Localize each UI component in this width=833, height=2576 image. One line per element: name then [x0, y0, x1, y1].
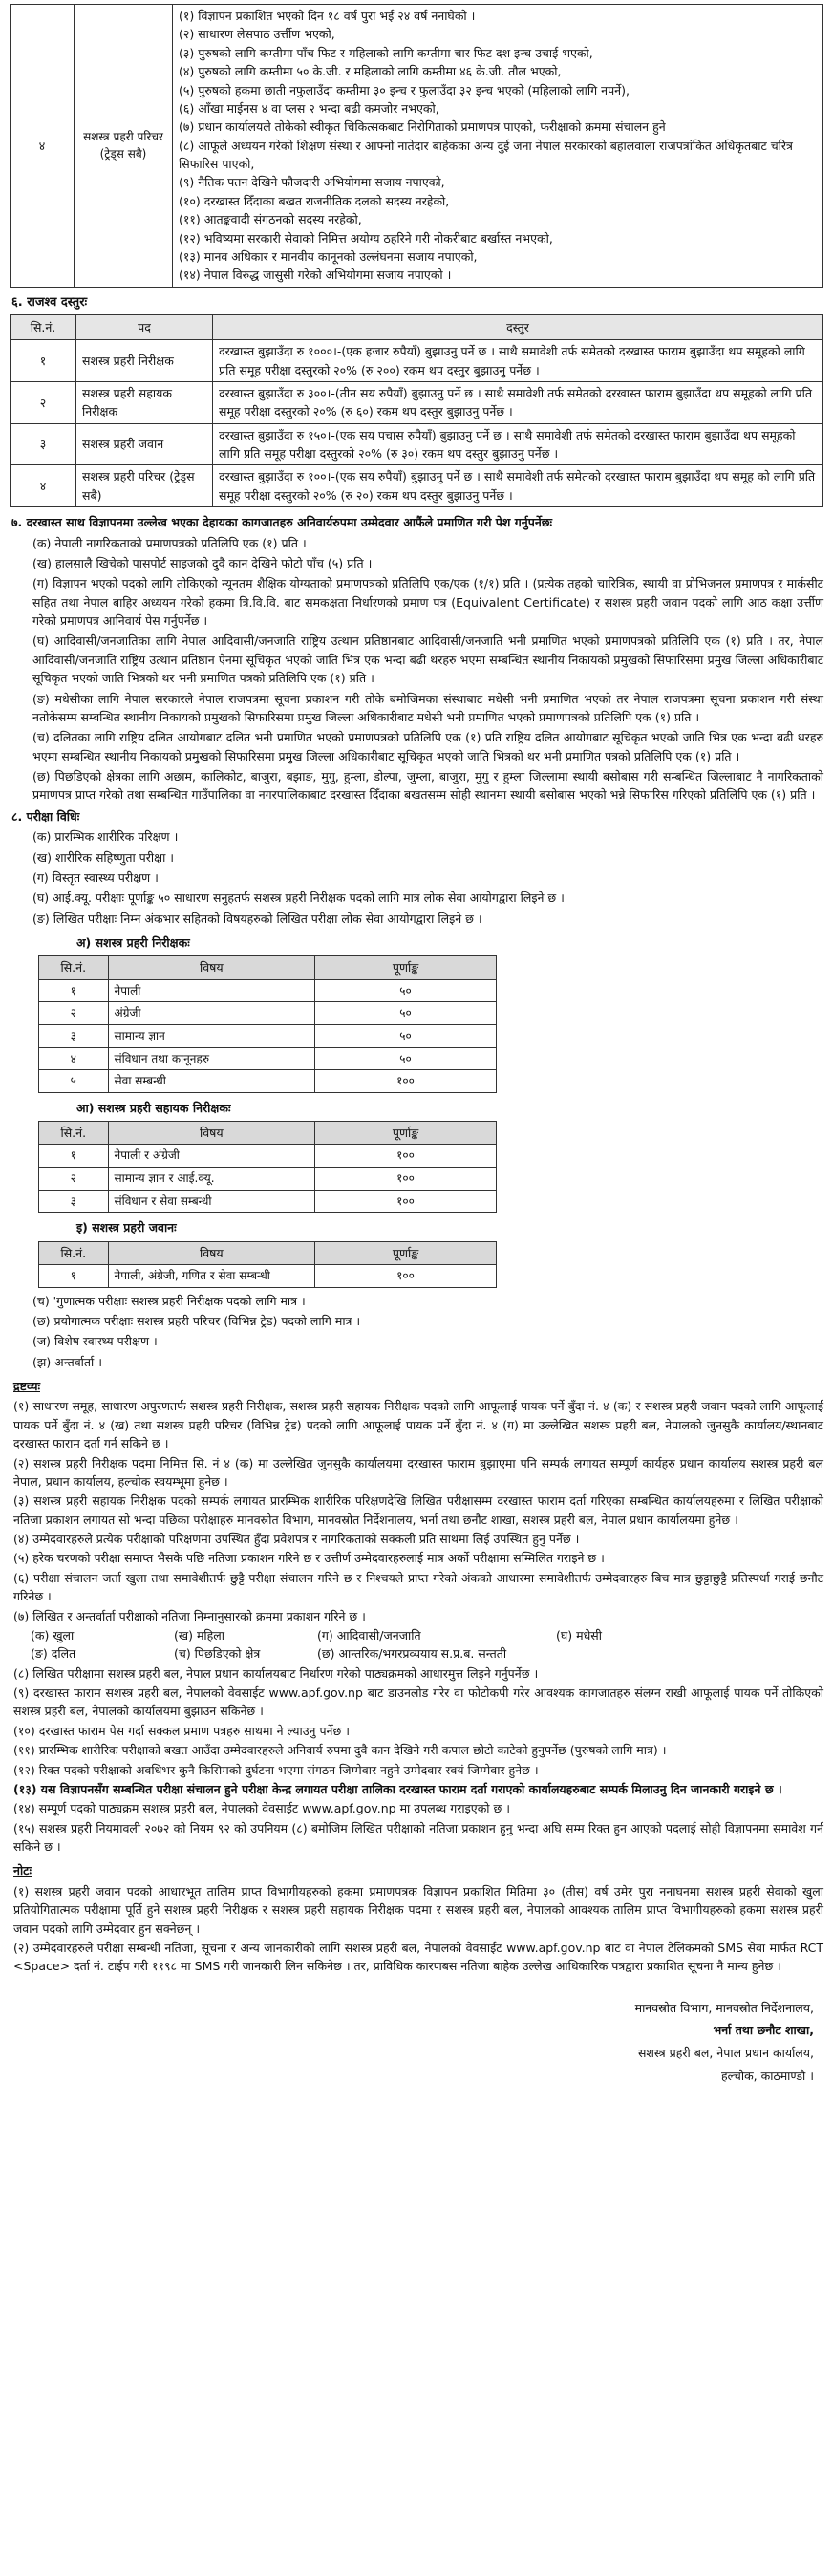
marks-col-header: विषय	[108, 1122, 315, 1145]
fee-sn: १	[11, 340, 76, 382]
exam-item: (च) 'गुणात्मक परीक्षाः सशस्त्र प्रहरी निरीक्षक पदको लागि मात्र ।	[32, 1293, 306, 1308]
exam-method-extra	[11, 1292, 823, 1372]
note-item: (८) लिखित परीक्षामा सशस्त्र प्रहरी बल, नेपाल प्रधान कार्यालयबाट निर्धारण गरेको पाठ्यक्रमको आधारमुत्त लिइने गर्नुपर्नेछ ।	[13, 1665, 539, 1681]
marks-subject: सामान्य ज्ञान	[108, 1024, 315, 1047]
marks-sn: ३	[39, 1024, 109, 1047]
category-item: (घ) मधेसी	[556, 1627, 602, 1642]
marks-subject: नेपाली, अंग्रेजी, गणित र सेवा सम्बन्धी	[108, 1265, 315, 1288]
table-row	[11, 5, 823, 288]
marks-sn: १	[39, 979, 109, 1002]
note-item: (६) परीक्षा संचालन जर्ता खुला तथा समावेशीतर्फ छुट्टै परीक्षा संचालन गरिने छ र निश्चयले प्राप्त गरेको अंकको आधारमा समावेशीतर्फ उम्मेदवारहरु बिच मात्र छुट्टाछुट्टै प्रतिस्पर्धा गराई छनौट गरिनेछ ।	[13, 1570, 823, 1604]
exam-item: (छ) प्रयोगात्मक परीक्षाः सशस्त्र प्रहरी परिचर (विभिन्न ट्रेड) पदको लागि मात्र ।	[32, 1313, 361, 1328]
marks-table	[38, 1121, 497, 1213]
fee-sn: ४	[11, 465, 76, 507]
eligibility-item: (४) पुरुषको लागि कम्तीमा ५० के.जी. र महिलाको लागि कम्तीमा ४६ के.जी. तौल भएको,	[179, 64, 562, 79]
category-item: (च) पिछडिएको क्षेत्र	[174, 1646, 261, 1662]
marks-col-header: पूर्णाङ्क	[315, 956, 497, 979]
note-item: (१) साधारण समूह, साधारण अपुरणतर्फ सशस्त्र प्रहरी निरीक्षक, सशस्त्र प्रहरी सहायक निरीक्षक पदको लागि आफूलाई पायक पर्ने बुँदा नं. ४ (क) र सशस्त्र प्रहरी जवान पदको लागि आफूलाई पायक पर्ने बुँदा नं. ४ (ख) तथा सशस्त्र प्रहरी परिचर (विभिन्न ट्रेड) पदको लागि आफूलाई पायक पर्ने बुँदा नं. ४ (ग) मा उल्लेखित सशस्त्र प्रहरी बल, नेपालको जुनसुकै कार्यालय/स्थानबाट दरखास्त फाराम दर्ता गर्न सकिने छ ।	[13, 1399, 823, 1451]
marks-col-header: पूर्णाङ्क	[315, 1122, 497, 1145]
document-item: (क) नेपाली नागरिकताको प्रमाणपत्रको प्रतिलिपि एक (१) प्रति ।	[32, 535, 307, 550]
marks-subject: सामान्य ज्ञान र आई.क्यू.	[108, 1168, 315, 1191]
document-page	[10, 0, 823, 2088]
marks-col-header: सि.नं.	[39, 956, 109, 979]
marks-col-header: सि.नं.	[39, 1241, 109, 1264]
table-row	[39, 1145, 497, 1168]
note-heading: नोटः	[13, 1863, 32, 1878]
marks-heading: इ) सशस्त्र प्रहरी जवानः	[76, 1220, 177, 1235]
table-row	[39, 1002, 497, 1025]
documents-heading: ७. दरखास्त साथ विज्ञापनमा उल्लेख भएका देहायका कागजातहरु अनिवार्यरुपमा उम्मेदवार आफैंले प्रमाणित गरी पेश गर्नुपर्नेछः	[11, 515, 553, 530]
eligibility-item: (९) नैतिक पतन देखिने फौजदारी अभियोगमा सजाय नपाएको,	[179, 175, 445, 190]
fee-post: सशस्त्र प्रहरी जवान	[76, 423, 213, 465]
marks-full: १००	[315, 1190, 497, 1213]
note-item: (१२) रिक्त पदको परीक्षाको अवधिभर कुनै किसिमको दुर्घटना भएमा संगठन जिम्मेवार नहुने उम्मेदवार स्वयं जिम्मेवार हुनेछ ।	[13, 1762, 539, 1777]
marks-subject: संविधान तथा कानूनहरु	[108, 1047, 315, 1070]
eligibility-item: (१४) नेपाल विरुद्ध जासुसी गरेको अभियोगमा सजाय नपाएको ।	[179, 268, 452, 283]
note-item: (२) सशस्त्र प्रहरी निरीक्षक पदमा निमित्त सि. नं ४ (क) मा उल्लेखित जुनसुकै कार्यालयमा दरखास्त फाराम बुझाएमा पनि सम्पर्क लगायत सम्पूर्ण कार्यहरु प्रधान कार्यालय सशस्त्र प्रहरी बल नेपाल, प्रधान कार्यालय, हल्चोक स्वयम्भूमा हुनेछ ।	[13, 1455, 823, 1489]
marks-sn: ५	[39, 1070, 109, 1093]
eligibility-item: (१) विज्ञापन प्रकाशित भएको दिन १८ वर्ष पुरा भई २४ वर्ष ननाघेको ।	[179, 9, 476, 23]
note-item: (७) लिखित र अन्तर्वार्ता परीक्षाको नतिजा निम्नानुसारको क्रममा प्रकाशन गरिने छ ।	[13, 1608, 366, 1623]
table-row	[39, 1047, 497, 1070]
exam-item: (ङ) लिखित परीक्षाः निम्न अंकभार सहितको विषयहरुको लिखित परीक्षा लोक सेवा आयोगद्वारा लिइने छ ।	[32, 911, 482, 926]
marks-sn: १	[39, 1145, 109, 1168]
table-row	[39, 1265, 497, 1288]
table-row	[39, 979, 497, 1002]
marks-heading: आ) सशस्त्र प्रहरी सहायक निरीक्षकः	[76, 1100, 231, 1115]
marks-table	[38, 955, 497, 1092]
marks-full: ५०	[315, 1047, 497, 1070]
table-row	[11, 423, 823, 465]
marks-sn: ३	[39, 1190, 109, 1213]
marks-subject: अंग्रेजी	[108, 1002, 315, 1025]
eligibility-item: (१२) भविष्यमा सरकारी सेवाको निमित्त अयोग्य ठहरिने गरी नोकरीबाट बर्खास्त नभएको,	[179, 230, 553, 246]
note-section	[10, 1861, 823, 1975]
eligibility-item: (३) पुरुषको लागि कम्तीमा पाँच फिट र महिलाको लागि कम्तीमा चार फिट दश इन्च उचाई भएको,	[179, 45, 593, 60]
marks-full: १००	[315, 1145, 497, 1168]
eligibility-item: (१०) दरखास्त दिँदाका बखत राजनीतिक दलको सदस्य नरहेको,	[179, 193, 450, 208]
documents-section	[11, 513, 823, 805]
table-row	[39, 1024, 497, 1047]
eligibility-item: (८) आफूले अध्ययन गरेको शिक्षण संस्था र आफ्नो नातेदार बाहेकका अन्य दुई जना नेपाल सरकारको बहालवाला राजपत्रांकित अधिकृतबाट चरित्र सिफारिस पाएको,	[179, 138, 793, 171]
marks-full: ५०	[315, 1002, 497, 1025]
document-item: (छ) पिछडिएको क्षेत्रका लागि अछाम, कालिकोट, बाजुरा, बझाङ, मुगु, हुम्ला, डोल्पा, जुम्ला, बाजुरा, मुगु र हुम्ला जिल्लामा स्थायी बसोबास गरी सम्बन्धित जिल्लाबाट नै नागरिकताको प्रमाणपत्र प्राप्त गरेको तथा सम्बन्धित गाउँपालिका वा नगरपालिकाबाट दरखास्त दिँदाका बखतसम्म सोही स्थानमा स्थायी बसोबास भएको भन्ने सिफारिस गरिएको प्रतिलिपि एक (१) प्रति ।	[32, 769, 823, 803]
marks-col-header: पूर्णाङ्क	[315, 1241, 497, 1264]
note-item: (९) दरखास्त फाराम सशस्त्र प्रहरी बल, नेपालको वेवसाईट www.apf.gov.np बाट डाउनलोड गरेर वा फोटोकपी गरेर आवश्यक कागजातहरु संलग्न राखी आफूलाई पायक पर्ने तोकिएको सशस्त्र प्रहरी बल, नेपालको कार्यालयमा बुझाउन सकिनेछ ।	[13, 1685, 823, 1719]
eligibility-item: (२) साधारण लेसपाठ उर्त्तीण भएको,	[179, 27, 335, 42]
exam-item: (घ) आई.क्यू. परीक्षाः पूर्णाङ्क ५० साधारण सनुहतर्फ सशस्त्र प्रहरी निरीक्षक पदको लागि मात्र लोक सेवा आयोगद्वारा लिइने छ ।	[32, 891, 565, 906]
document-item: (ङ) मधेसीका लागि नेपाल सरकारले नेपाल राजपत्रमा सूचना प्रकाशन गरी तोके बमोजिमका संस्थाबाट मधेसी भनी प्रमाणित भएको तर नेपाल राजपत्रमा सूचना प्रकाशन गरी संस्था नतोकेसम्म सम्बन्धित स्थानीय निकायको प्रमुखको सिफारिसमा प्रमुख जिल्ला अधिकारीबाट मधेसी भनी प्रमाणित भएको प्रमाणपत्रको प्रतिलिपि एक (१) प्रति ।	[32, 691, 823, 724]
fee-col-fee: दस्तुर	[213, 314, 823, 339]
table-row	[11, 465, 823, 507]
marks-subject: नेपाली र अंग्रेजी	[108, 1145, 315, 1168]
marks-sn: २	[39, 1002, 109, 1025]
category-item: (क) खुला	[31, 1627, 75, 1642]
fee-table	[10, 314, 823, 507]
fee-amount: दरखास्त बुझाउँदा रु ३००।-(तीन सय रुपैयाँ) बुझाउनु पर्ने छ । साथै समावेशी तर्फ समेतको दरखास्त फाराम बुझाउँदा थप समूहको लागि प्रति समूह परीक्षा दस्तुरको २०% (रु ६०) रकम थप दस्तुर बुझाउनु पर्नेछ ।	[213, 381, 823, 423]
marks-col-header: सि.नं.	[39, 1122, 109, 1145]
marks-header-row	[39, 1122, 497, 1145]
sign-line-3: सशस्त्र प्रहरी बल, नेपाल प्रधान कार्यालय,	[637, 2046, 814, 2061]
marks-full: १००	[315, 1070, 497, 1093]
category-item: (ङ) दलित	[31, 1646, 76, 1662]
eligibility-item: (७) प्रधान कार्यालयले तोकेको स्वीकृत चिकित्सकबाट निरोगिताको प्रमाणपत्र पाएको, फरीक्षाको क्रममा संचालन हुने	[179, 119, 666, 135]
eligibility-table	[10, 4, 823, 288]
note-item: (१४) सम्पूर्ण पदको पाठ्यक्रम सशस्त्र प्रहरी बल, नेपालको वेवसाईट www.apf.gov.np मा उपलब्ध गराइएको छ ।	[13, 1801, 510, 1816]
table-row	[11, 381, 823, 423]
table-row	[39, 1190, 497, 1213]
fee-sn: २	[11, 381, 76, 423]
fee-post: सशस्त्र प्रहरी परिचर (ट्रेड्स सबै)	[76, 465, 213, 507]
eligibility-item: (११) आतङ्कवादी संगठनको सदस्य नरहेको,	[179, 212, 362, 227]
marks-full: ५०	[315, 979, 497, 1002]
marks-sn: १	[39, 1265, 109, 1288]
exam-item: (ग) विस्तृत स्वास्थ्य परीक्षण ।	[32, 869, 159, 885]
sign-line-2: भर्ना तथा छनौट शाखा,	[713, 2023, 814, 2038]
exam-method-section	[11, 807, 823, 928]
sign-line-4: हल्चोक, काठमाण्डौ ।	[721, 2068, 814, 2083]
marks-tables	[10, 934, 823, 1288]
note-item: (१०) दरखास्त फाराम पेस गर्दा सक्कल प्रमाण पत्रहरु साथमा ने ल्याउनु पर्नेछ ।	[13, 1723, 350, 1738]
fee-post: सशस्त्र प्रहरी निरीक्षक	[76, 340, 213, 382]
exam-item: (क) प्रारम्भिक शारीरिक परिक्षण ।	[32, 829, 179, 845]
marks-table	[38, 1241, 497, 1288]
fee-amount: दरखास्त बुझाउँदा रु १५०।-(एक सय पचास रुपैयाँ) बुझाउनु पर्ने छ । साथै समावेशी तर्फ समेतको दरखास्त फाराम बुझाउँदा थप समूहको लागि प्रति समूह परीक्षा दस्तुरको २०% (रु ३०) रकम थप दस्तुर बुझाउनु पर्नेछ ।	[213, 423, 823, 465]
note-item: (३) सशस्त्र प्रहरी सहायक निरीक्षक पदको सम्पर्क लगायत प्रारम्भिक शारीरिक परिक्षणदेखि लिखित परीक्षासम्म दरखास्त फाराम दर्ता गरिएका सम्बन्धित कार्यालयहरुमा र लिखित परीक्षाको नतिजा प्रकाशन लगायत सो भन्दा पछिका परीक्षाहरु मानवस्रोत विभाग, मानवस्रोत निर्देशनालय, भर्ना तथा छनौट शाखा, सशस्त्र प्रहरी बल, नेपाल प्रधान कार्यालयमा हुनेछ ।	[13, 1493, 823, 1527]
category-item: (छ) आन्तरिक/भगरप्रव्ययाय स.प्र.ब. सन्तती	[317, 1646, 507, 1662]
fee-amount: दरखास्त बुझाउँदा रु १००।-(एक सय रुपैयाँ) बुझाउनु पर्ने छ । साथै समावेशी तर्फ समेतको दरखास्त फाराम बुझाउँदा थप समूह को लागि प्रति समूह परीक्षा दस्तुरको २०% (रु २०) रकम थप दस्तुर बुझाउनु पर्नेछ ।	[213, 465, 823, 507]
category-item: (ख) महिला	[174, 1627, 225, 1642]
eligibility-list	[173, 5, 823, 288]
document-item: (ख) हालसालै खिचेको पासपोर्ट साइजको दुवै कान देखिने फोटो पाँच (५) प्रति ।	[32, 555, 373, 570]
category-row	[31, 1626, 823, 1644]
marks-sn: ४	[39, 1047, 109, 1070]
eligibility-item: (६) आँखा माईनस ४ वा प्लस २ भन्दा बढी कमजोर नभएको,	[179, 100, 439, 116]
eligibility-item: (१३) मानव अधिकार र मानवीय कानूनको उल्लंघनमा सजाय नपाएको,	[179, 248, 478, 264]
signature-block	[10, 1997, 823, 2088]
exam-item: (झ) अन्तर्वार्ता ।	[32, 1354, 102, 1369]
marks-header-row	[39, 1241, 497, 1264]
eligibility-item: (५) पुरुषको हकमा छाती नफुलाउँदा कम्तीमा ३० इन्च र फुलाउँदा ३२ इन्च भएको (महिलाको लागि नपर्ने),	[179, 82, 630, 97]
category-item: (ग) आदिवासी/जनजाति	[317, 1627, 421, 1642]
table-row	[11, 340, 823, 382]
notes-section	[10, 1377, 823, 1856]
fee-post: सशस्त्र प्रहरी सहायक निरीक्षक	[76, 381, 213, 423]
document-item: (घ) आदिवासी/जनजातिका लागि नेपाल आदिवासी/जनजाति राष्ट्रिय उत्थान प्रतिष्ठानबाट आदिवासी/जनजाति भनी प्रमाणित भएको प्रमाणपत्रको प्रतिलिपि एक (१) प्रति । तर, नेपाल आदिवासी/जनजाति राष्ट्रिय उत्थान प्रतिष्ठान ऐनमा सूचिकृत भएको जाति भित्र एक भन्दा बढी थरहरु भएमा सम्बन्धित स्थानीय निकायको प्रमुखको सिफारिसमा प्रमुख जिल्ला अधिकारीबाट सूचिकृत भएको जाति भित्रको थर भनी प्रमाणित पत्रको प्रतिलिपि एक (१) प्रति ।	[32, 633, 823, 686]
fee-heading: ६. राजश्व दस्तुरः	[11, 294, 88, 310]
category-row	[31, 1644, 823, 1663]
exam-item: (ख) शारीरिक सहिष्णुता परीक्षा ।	[32, 849, 175, 865]
marks-subject: संविधान र सेवा सम्बन्धी	[108, 1190, 315, 1213]
marks-header-row	[39, 956, 497, 979]
fee-col-sn: सि.नं.	[11, 314, 76, 339]
fee-amount: दरखास्त बुझाउँदा रु १०००।-(एक हजार रुपैयाँ) बुझाउनु पर्ने छ । साथै समावेशी तर्फ समेतको दरखास्त फाराम बुझाउँदा थप समूहको लागि प्रति समूह परीक्षा दस्तुरको २०% (रु २००) रकम थप दस्तुर बुझाउनु पर्नेछ ।	[213, 340, 823, 382]
marks-col-header: विषय	[108, 1241, 315, 1264]
document-item: (च) दलितका लागि राष्ट्रिय दलित आयोगबाट दलित भनी प्रमाणित भएको प्रमाणपत्रको प्रतिलिपि एक (१) प्रति राष्ट्रिय दलित आयोगबाट सूचिकृत भएको जाति भित्र एक भन्दा बढी थरहरु भएमा सम्बन्धित स्थानीय निकायको प्रमुखको सिफारिसमा प्रमुख जिल्ला अधिकारीबाट सूचिकृत भएको जाति भित्रको थर भनी प्रमाणित पत्रको प्रतिलिपि एक (१) प्रति ।	[32, 730, 823, 763]
fee-sn: ३	[11, 423, 76, 465]
fee-col-post: पद	[76, 314, 213, 339]
marks-full: १००	[315, 1168, 497, 1191]
marks-subject: सेवा सम्बन्धी	[108, 1070, 315, 1093]
note-item: (१३) यस विज्ञापनसँग सम्बन्धित परीक्षा संचालन हुने परीक्षा केन्द्र लगायत परीक्षा तालिका दरखास्त फाराम दर्ता गराएको कार्यालयहरुबाट सम्पर्क मिलाउनु दिन जानकारी गराइने छ ।	[13, 1781, 782, 1796]
exam-item: (ज) विशेष स्वास्थ्य परीक्षण ।	[32, 1334, 158, 1349]
marks-col-header: विषय	[108, 956, 315, 979]
note-item: (१५) सशस्त्र प्रहरी नियमावली २०७२ को नियम ९२ को उपनियम (८) बमोजिम लिखित परीक्षाको नतिजा प्रकाशन हुनु भन्दा अघि सम्म रिक्त हुन आएको पदलाई सोही विज्ञापनमा समावेश गर्न सकिने छ ।	[13, 1820, 823, 1855]
post-name: सशस्त्र प्रहरी परिचर (ट्रेड्स सबै)	[75, 5, 173, 288]
notes-heading: द्रष्टव्यः	[13, 1379, 40, 1394]
table-row	[39, 1168, 497, 1191]
note-item: (२) उम्मेदवारहरुले परीक्षा सम्बन्धी नतिजा, सूचना र अन्य जानकारीको लागि सशस्त्र प्रहरी बल, नेपालको वेवसाईट www.apf.gov.np बाट वा नेपाल टेलिकमको SMS सेवा मार्फत RCT <Space> दर्ता नं. टाईप गरी ११९८ मा SMS गरी जानकारी लिन सकिनेछ । तर, प्राविधिक कारणबस नतिजा बाहेक उल्लेख आधिकारिक पत्रद्वारा प्रकाशित सूचना नै मान्य हुनेछ ।	[13, 1940, 823, 1974]
note-item: (१) सशस्त्र प्रहरी जवान पदको आधारभूत तालिम प्राप्त विभागीयहरुको हकमा प्रमाणपत्रक विज्ञापन प्रकाशित मितिमा ३० (तीस) वर्ष उमेर पुरा ननाघनमा सशस्त्र प्रहरी सेवाको खुला प्रतियोगितात्मक परीक्षामा पूर्ति हुने सशस्त्र प्रहरी निरीक्षक र सशस्त्र प्रहरी सहायक निरीक्षक पदमा र सशस्त्र प्रहरी बल, नेपालको आवश्यक तालिम प्राप्त विभागीयहरुको हकमा सशस्त्र प्रहरी जवान पदको लागि उम्मेदवार हुन सक्नेछन् ।	[13, 1883, 823, 1936]
marks-subject: नेपाली	[108, 979, 315, 1002]
table-row	[39, 1070, 497, 1093]
exam-method-heading: ८. परीक्षा विधिः	[11, 808, 80, 824]
sign-line-1: मानवस्रोत विभाग, मानवस्रोत निर्देशनालय,	[634, 2000, 814, 2015]
row-number: ४	[11, 5, 75, 288]
marks-heading: अ) सशस्त्र प्रहरी निरीक्षकः	[76, 935, 190, 951]
marks-sn: २	[39, 1168, 109, 1191]
note-item: (११) प्रारम्भिक शारीरिक परीक्षाको बखत आउँदा उम्मेदवारहरुले अनिवार्य रुपमा दुवै कान देखिने गरी कपाल छोटो काटेको हुनुपर्नेछ (पुरुषको लागि मात्र) ।	[13, 1743, 667, 1758]
category-item	[556, 1644, 699, 1663]
note-item: (४) उम्मेदवारहरुले प्रत्येक परीक्षाको परिक्षणमा उपस्थित हुँदा प्रवेशपत्र र नागरिकताको सक्कली प्रति साथमा लिई उपस्थित हुनु पर्नेछ ।	[13, 1532, 580, 1547]
note-item: (५) हरेक चरणको परीक्षा समाप्त भैसके पछि नतिजा प्रकाशन गरिने छ र उत्तीर्ण उम्मेदवारहरुलाई मात्र अर्को परीक्षामा सम्मिलित गराइने छ ।	[13, 1551, 605, 1566]
document-item: (ग) विज्ञापन भएको पदको लागि तोकिएको न्यूनतम शैक्षिक योग्यताको प्रमाणपत्रको प्रतिलिपि एक/एक (१/१) प्रति । (प्रत्येक तहको चारित्रिक, स्थायी वा प्रोभिजनल प्रमाणपत्र र मार्कसीट सहित तथा नेपाल बाहिर अध्ययन गरेको हकमा त्रि.वि.वि. बाट समकक्षता निर्धारणको प्रमाण पत्र (Equivalent Certificate) र सशस्त्र प्रहरी जवान पदको लागि आठ कक्षा उर्त्तीण गरेको प्रमाणपत्र आनिवार्य पेस गर्नुपर्नेछ ।	[32, 576, 823, 629]
marks-full: ५०	[315, 1024, 497, 1047]
marks-full: १००	[315, 1265, 497, 1288]
